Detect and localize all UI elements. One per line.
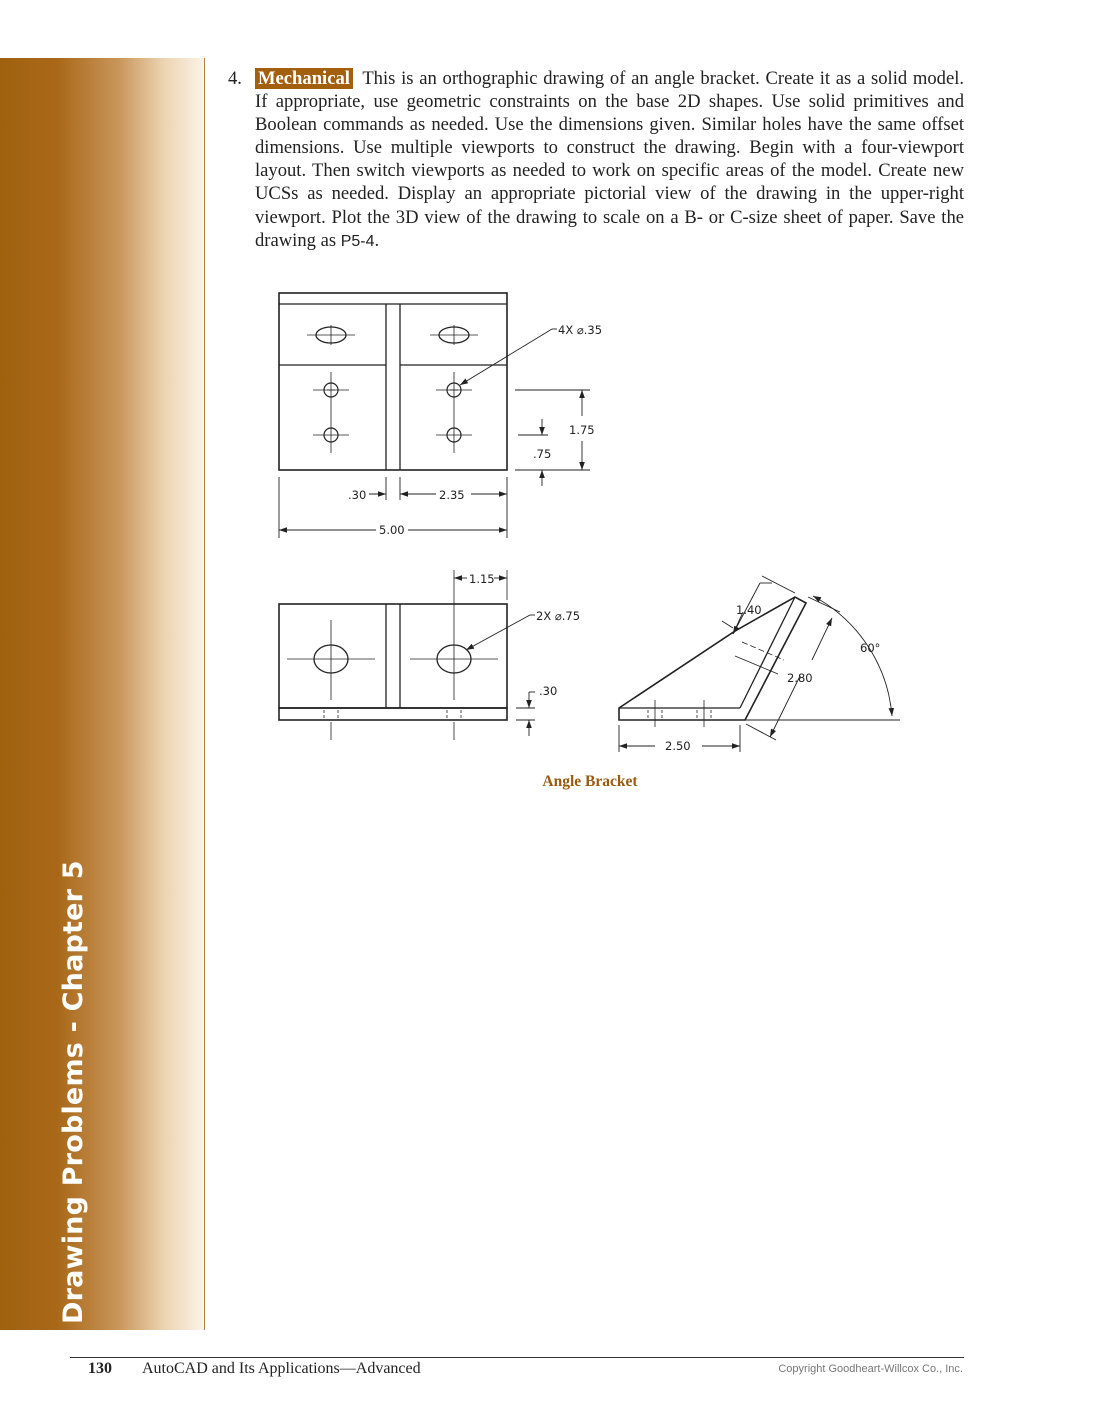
dim-30-top: .30 [348, 488, 367, 502]
copyright-notice: Copyright Goodheart-Willcox Co., Inc. [778, 1363, 963, 1375]
dim-2-35: 2.35 [439, 488, 465, 502]
top-hole-callout: 4X ⌀.35 [558, 323, 603, 337]
front-view [279, 570, 535, 740]
dim-30-front: .30 [539, 684, 558, 698]
sidebar-chapter-title: Drawing Problems - Chapter 5 [58, 860, 89, 1324]
dim-1-40: 1.40 [736, 603, 762, 617]
dim-75: .75 [533, 447, 552, 461]
dim-1-15: 1.15 [469, 572, 495, 586]
dim-5-00: 5.00 [379, 523, 405, 537]
problem-number: 4. [228, 68, 242, 89]
book-title: AutoCAD and Its Applications—Advanced [142, 1360, 421, 1377]
problem-text: This is an orthographic drawing of an angle bracket. Create it as a solid model. If appropriate, use geometric constraints on the base 2D shapes. Use solid primitives and Boolean commands as needed. Use the dimensions given. Similar holes have the same offset dimensions. Use multiple viewports to construct the drawing. Begin with a four-viewport layout. Then switch viewports as needed to work on specific areas of the model. Create new UCSs as needed. Display an appropriate pictorial view of the drawing in the upper-right viewport. Plot the 3D view of the drawing to scale on a B- or C-size sheet of paper. Save the drawing as [255, 68, 965, 251]
problem-body: Mechanical This is an orthographic drawing of an angle bracket. Create it as a solid model. If appropriate, use geometric constraints on the base 2D shapes. Use solid primitives and Boolean commands as needed. Use the dimensions given. Similar holes have the same offset dimensions. Use multiple viewports to construct the drawing. Begin with a four-viewport layout. Then switch viewports as needed to work on specific areas of the model. Create new UCSs as needed. Display an appropriate pictorial view of the drawing in the upper-right viewport. Plot the 3D view of the drawing to scale on a B- or C-size sheet of paper. Save the drawing as P5-4. [255, 68, 965, 251]
front-hole-callout: 2X ⌀.75 [536, 609, 581, 623]
dim-2-50: 2.50 [665, 739, 691, 753]
top-view [279, 293, 590, 538]
footer-rule [70, 1357, 964, 1358]
dim-2-80: 2.80 [787, 671, 813, 685]
drawing-filename: P5-4 [340, 232, 375, 250]
dim-1-75: 1.75 [569, 423, 595, 437]
mechanical-badge: Mechanical [255, 68, 353, 89]
figure-caption: Angle Bracket [542, 773, 638, 790]
dim-angle-60: 60° [860, 641, 881, 655]
page-number: 130 [88, 1360, 112, 1377]
